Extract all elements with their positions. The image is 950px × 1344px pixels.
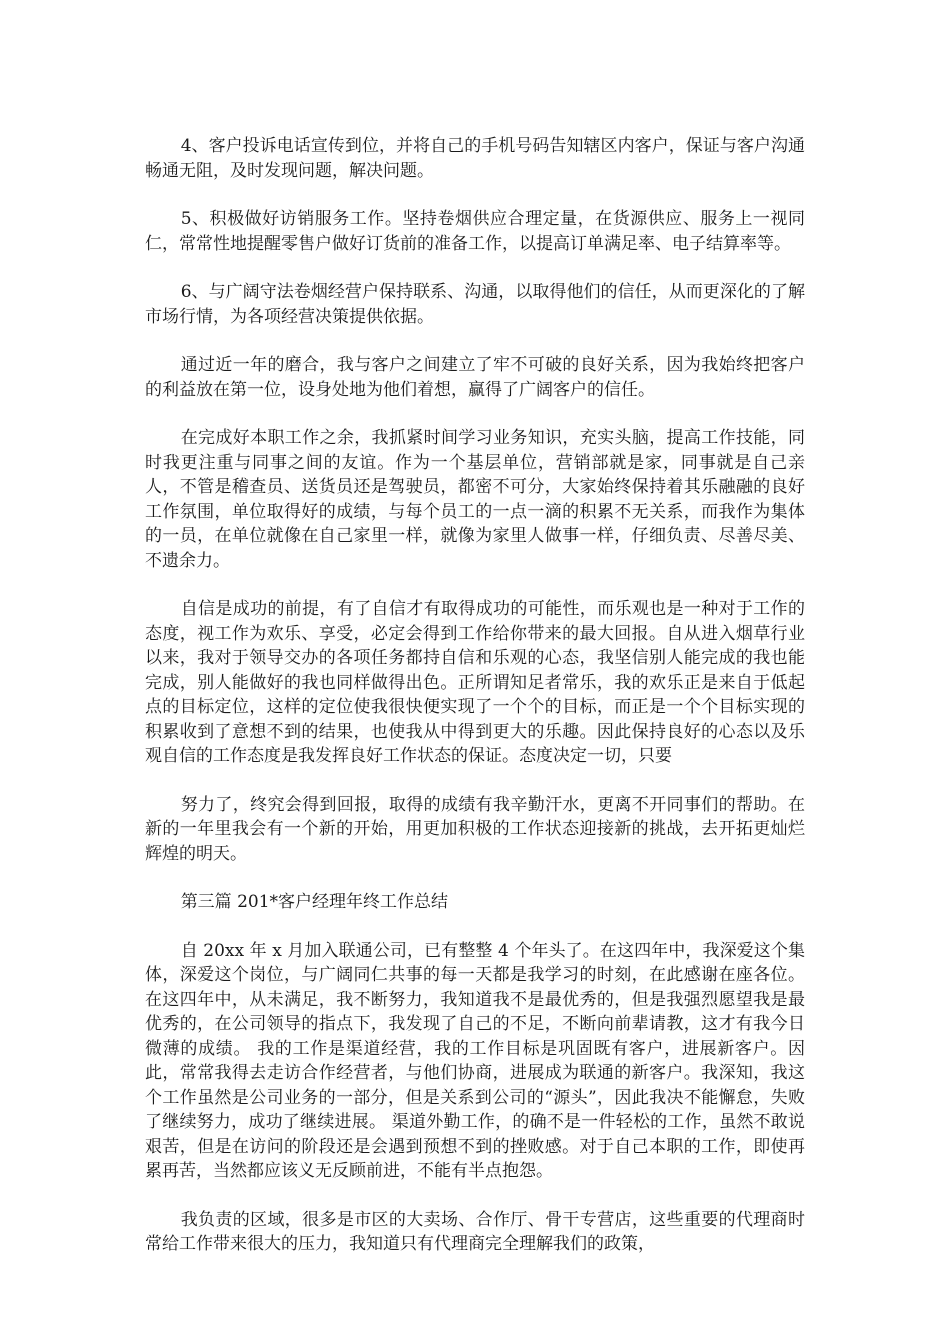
paragraph-region: 我负责的区域，很多是市区的大卖场、合作厅、骨干专营店，这些重要的代理商时常给工作带来很大的压力，我知道只有代理商完全理解我们的政策， (145, 1209, 805, 1254)
paragraph-customer-relations: 通过近一年的磨合，我与客户之间建立了牢不可破的良好关系，因为我始终把客户的利益放在第一位，设身处地为他们着想，赢得了广阔客户的信任。 (145, 355, 805, 400)
paragraph-unicom-intro: 自 20xx 年 x 月加入联通公司，已有整整 4 个年头了。在这四年中，我深爱这个集体，深爱这个岗位，与广阔同仁共事的每一天都是我学习的时刻，在此感谢在座各位。在这四年中，从未满足，我不断努力，我知道我不是最优秀的，但是我强烈愿望我是最优秀的，在公司领导的指点下，我发现了自己的不足，不断向前辈请教，这才有我今日微薄的成绩。 我的工作是渠道经营，我的工作目标是巩固既有客户，进展新客户。因此，常常我得去走访合作经营者，与他们协商，进展成为联通的新客户。我深知，我这个工作虽然是公司业务的一部分，但是关系到公司的“源头”，因此我决不能懈怠，失败了继续努力，成功了继续进展。 渠道外勤工作，的确不是一件轻松的工作，虽然不敢说艰苦，但是在访问的阶段还是会遇到预想不到的挫败感。对于自己本职的工作，即使再累再苦，当然都应该义无反顾前进，不能有半点抱怨。 (145, 940, 805, 1181)
paragraph-item-5: 5、积极做好访销服务工作。坚持卷烟供应合理定量，在货源供应、服务上一视同仁，常常性地提醒零售户做好订货前的准备工作，以提高订单满足率、电子结算率等。 (145, 209, 805, 254)
paragraph-confidence: 自信是成功的前提，有了自信才有取得成功的可能性，而乐观也是一种对于工作的态度，视工作为欢乐、享受，必定会得到工作给你带来的最大回报。自从进入烟草行业以来，我对于领导交办的各项任务都持自信和乐观的心态，我坚信别人能完成的我也能完成，别人能做好的我也同样做得出色。正所谓知足者常乐，我的欢乐正是来自于低起点的目标定位，这样的定位使我很快便实现了一个个的目标，而正是一个个目标实现的积累收到了意想不到的结果，也使我从中得到更大的乐趣。因此保持良好的心态以及乐观自信的工作态度是我发挥良好工作状态的保证。态度决定一切，只要 (145, 599, 805, 766)
section-heading: 第三篇 201*客户经理年终工作总结 (180, 892, 449, 912)
paragraph-effort: 努力了，终究会得到回报，取得的成绩有我辛勤汗水，更离不开同事们的帮助。在新的一年里我会有一个新的开始，用更加积极的工作状态迎接新的挑战，去开拓更灿烂辉煌的明天。 (145, 794, 805, 864)
document-page (145, 134, 805, 1281)
paragraph-study-and-colleagues: 在完成好本职工作之余，我抓紧时间学习业务知识，充实头脑，提高工作技能，同时我更注重与同事之间的友谊。作为一个基层单位，营销部就是家，同事就是自己亲人，不管是稽查员、送货员还是驾驶员，都密不可分，大家始终保持着其乐融融的良好工作氛围，单位取得好的成绩，与每个员工的一点一滴的积累不无关系，而我作为集体的一员，在单位就像在自己家里一样，就像为家里人做事一样，仔细负责、尽善尽美、不遗余力。 (145, 428, 805, 571)
paragraph-item-4: 4、客户投诉电话宣传到位，并将自己的手机号码告知辖区内客户，保证与客户沟通畅通无阻，及时发现问题，解决问题。 (145, 136, 805, 181)
paragraph-item-6: 6、与广阔守法卷烟经营户保持联系、沟通，以取得他们的信任，从而更深化的了解市场行情，为各项经营决策提供依据。 (145, 282, 805, 327)
